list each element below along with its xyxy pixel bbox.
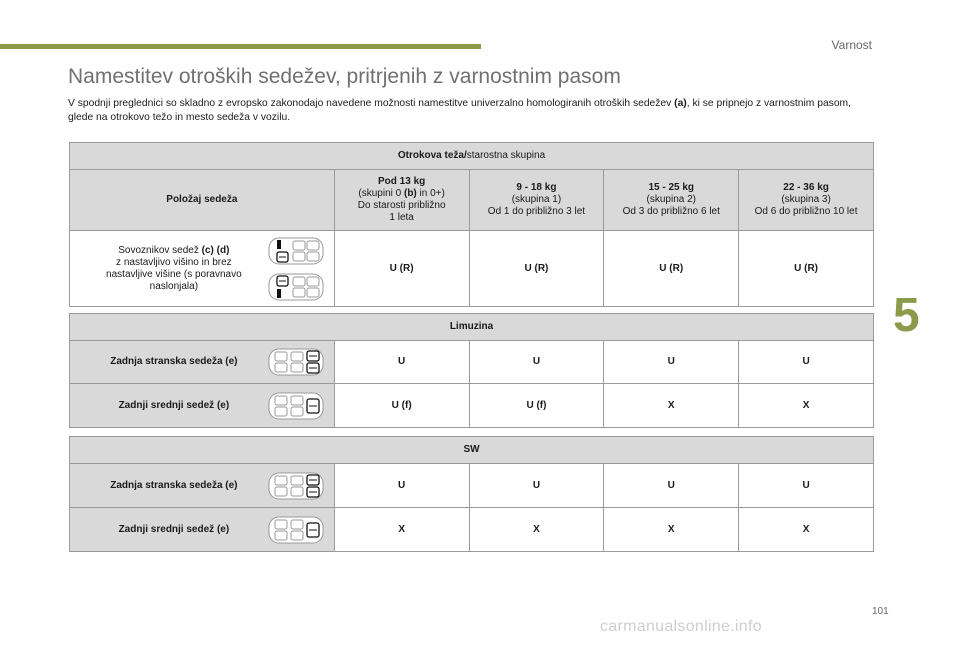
chapter-number: 5 xyxy=(893,289,920,342)
sw-side-value-0: U xyxy=(334,464,469,508)
page-title: Namestitev otroških sedežev, pritrjenih z varnostnim pasom xyxy=(68,65,621,88)
header-bold: Otrokova teža/ xyxy=(397,150,467,161)
limuzina-side-value-0: U xyxy=(334,341,469,384)
intro-ref-a: (a) xyxy=(674,98,687,109)
limuzina-middle-value-2: X xyxy=(604,384,739,428)
car-rear-middle-seat-icon-sw xyxy=(267,514,325,546)
car-rear-side-seats-icon xyxy=(267,346,325,378)
group-1-weight: 9 - 18 kg xyxy=(516,182,557,193)
group-0-line4: 1 leta xyxy=(389,212,414,223)
seat-table-front xyxy=(69,142,874,307)
group-2-header xyxy=(604,170,739,231)
limuzina-side-value-1: U xyxy=(469,341,604,384)
sw-middle-value-1: X xyxy=(469,508,604,552)
car-rear-side-seats-icon-sw xyxy=(267,470,325,502)
car-rear-middle-seat-icon xyxy=(267,390,325,422)
limuzina-side-value-2: U xyxy=(604,341,739,384)
limuzina-side-value-3: U xyxy=(739,341,874,384)
limuzina-middle-value-0: U (f) xyxy=(334,384,469,428)
sw-middle-label: Zadnji srednji sedež (e) xyxy=(118,523,230,535)
group-3-line3: Od 6 do približno 10 let xyxy=(754,206,858,217)
sw-middle-value-2: X xyxy=(604,508,739,552)
front-value-2: U (R) xyxy=(604,231,739,307)
limuzina-header: Limuzina xyxy=(70,314,874,341)
intro-text-1: V spodnji preglednici so skladno z evropsko zakonodajo navedene možnosti namestitve univerzalno homologiranih otroških sedežev xyxy=(68,98,675,109)
group-3-header xyxy=(739,170,874,231)
watermark: carmanualsonline.info xyxy=(600,618,762,635)
group-1-line3: Od 1 do približno 3 let xyxy=(487,206,586,217)
group-0-line3: Do starosti približno xyxy=(357,200,446,211)
front-value-0: U (R) xyxy=(334,231,469,307)
top-accent-bar xyxy=(0,44,481,49)
sw-side-label: Zadnja stranska sedeža (e) xyxy=(110,479,238,491)
intro-text-2: , ki se pripnejo z varnostnim pasom, glede na otrokovo težo in mesto sedeža v vozilu. xyxy=(68,98,851,123)
limuzina-middle-value-1: U (f) xyxy=(469,384,604,428)
sw-side-value-3: U xyxy=(739,464,874,508)
sw-side-value-1: U xyxy=(469,464,604,508)
car-front-seat-icon-2 xyxy=(267,271,325,303)
limuzina-side-label: Zadnja stranska sedeža (e) xyxy=(110,356,238,367)
group-1-header xyxy=(469,170,604,231)
limuzina-middle-row xyxy=(70,384,335,428)
front-passenger-seat-row xyxy=(70,231,335,307)
limuzina-side-row xyxy=(70,341,335,384)
limuzina-middle-value-3: X xyxy=(739,384,874,428)
front-value-3: U (R) xyxy=(739,231,874,307)
group-1-line2: (skupina 1) xyxy=(511,194,562,205)
header-rest: starostna skupina xyxy=(466,150,546,161)
group-3-line2: (skupina 3) xyxy=(781,194,831,205)
position-label: Položaj sedeža xyxy=(70,170,335,231)
front-row-line4: naslonjala) xyxy=(149,280,199,292)
page-number: 101 xyxy=(872,606,889,617)
car-front-seat-icon xyxy=(267,235,325,267)
group-0-weight: Pod 13 kg xyxy=(378,176,426,187)
sw-header: SW xyxy=(70,437,874,464)
limuzina-middle-label: Zadnji srednji sedež (e) xyxy=(118,399,230,411)
seat-table-limuzina xyxy=(69,313,874,428)
group-0-line2: (skupini 0 (b) in 0+) xyxy=(358,188,445,199)
sw-middle-row xyxy=(70,508,335,552)
front-row-line3: nastavljive višine (s poravnavo xyxy=(106,268,242,280)
sw-side-row xyxy=(70,464,335,508)
group-3-weight: 22 - 36 kg xyxy=(783,182,829,193)
sw-middle-value-3: X xyxy=(739,508,874,552)
front-row-line1: Sovoznikov sedež (c) (d) xyxy=(118,244,230,256)
weight-group-header xyxy=(70,143,874,170)
group-2-weight: 15 - 25 kg xyxy=(648,182,695,193)
intro-paragraph xyxy=(68,97,878,125)
sw-side-value-2: U xyxy=(604,464,739,508)
section-title: Varnost xyxy=(831,38,872,52)
front-value-1: U (R) xyxy=(469,231,604,307)
front-row-line2: z nastavljivo višino in brez xyxy=(116,256,232,268)
group-2-line2: (skupina 2) xyxy=(646,194,696,205)
group-2-line3: Od 3 do približno 6 let xyxy=(622,206,720,217)
group-0-header xyxy=(334,170,469,231)
sw-middle-value-0: X xyxy=(334,508,469,552)
seat-table-sw xyxy=(69,436,874,552)
